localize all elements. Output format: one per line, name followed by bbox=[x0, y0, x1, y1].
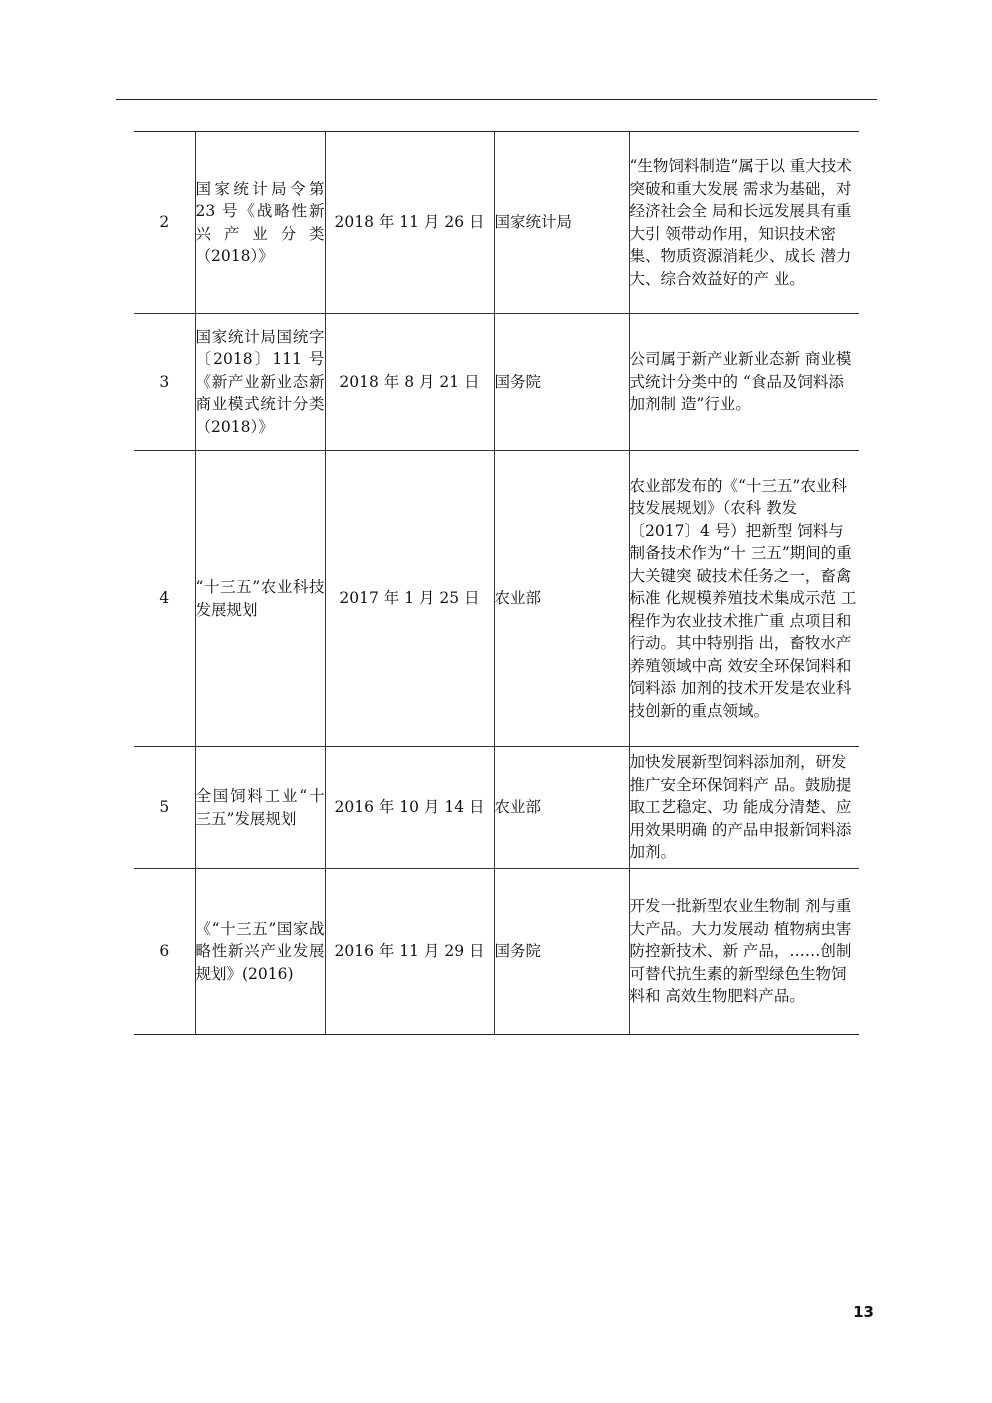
issuing-authority: 国务院 bbox=[494, 314, 629, 451]
table-row bbox=[134, 747, 859, 869]
policy-name: “十三五”农业科技发展规划 bbox=[195, 451, 325, 747]
issuing-authority: 农业部 bbox=[494, 451, 629, 747]
policy-name: 《“十三五”国家战略性新兴产业发展规划》(2016) bbox=[195, 869, 325, 1035]
issue-date bbox=[325, 314, 494, 451]
row-number: 4 bbox=[134, 451, 195, 747]
row-number: 5 bbox=[134, 747, 195, 869]
issue-date-text: 2016 年 11 月 29 日 bbox=[334, 942, 485, 961]
issue-date bbox=[325, 747, 494, 869]
policy-table bbox=[134, 131, 859, 1035]
policy-name: 国家统计局令第 23 号《战略性新兴产业分类（2018）》 bbox=[195, 132, 325, 314]
page-number: 13 bbox=[853, 1303, 874, 1321]
issuing-authority: 农业部 bbox=[494, 747, 629, 869]
issue-date bbox=[325, 869, 494, 1035]
policy-description: 开发一批新型农业生物制 剂与重大产品。大力发展动 植物病虫害防控新技术、新 产品，……创制可替代抗生素的新型绿色生物饲料和 高效生物肥料产品。 bbox=[629, 869, 859, 1035]
policy-name: 国家统计局国统字〔2018〕111 号《新产业新业态新商业模式统计分类（2018）》 bbox=[195, 314, 325, 451]
issue-date-text: 2016 年 10 月 14 日 bbox=[334, 798, 485, 817]
row-number: 2 bbox=[134, 132, 195, 314]
policy-name: 全国饲料工业“十三五”发展规划 bbox=[195, 747, 325, 869]
issue-date bbox=[325, 451, 494, 747]
table-row bbox=[134, 451, 859, 747]
row-number: 3 bbox=[134, 314, 195, 451]
table-row bbox=[134, 314, 859, 451]
header-rule bbox=[116, 99, 877, 100]
policy-description: 农业部发布的《“十三五”农业科技发展规划》（农科 教发〔2017〕4 号）把新型 饲料与制备技术作为“十 三五”期间的重大关键突 破技术任务之一，畜禽标准 化规模养殖技术集成示范 工程作为农业技术推广重 点项目和行动。其中特别指 出，畜牧水产养殖领域中高 效安全环保饲料和饲料添 加剂的技术开发是农业科 技创新的重点领域。 bbox=[629, 451, 859, 747]
issue-date-text: 2018 年 8 月 21 日 bbox=[339, 372, 480, 391]
issuing-authority: 国家统计局 bbox=[494, 132, 629, 314]
policy-description: 公司属于新产业新业态新 商业模式统计分类中的 “食品及饲料添加剂制 造”行业。 bbox=[629, 314, 859, 451]
policy-description: “生物饲料制造”属于以 重大技术突破和重大发展 需求为基础，对经济社会全 局和长远发展具有重大引 领带动作用，知识技术密 集、物质资源消耗少、成长 潜力大、综合效益好的产 业。 bbox=[629, 132, 859, 314]
policy-description: 加快发展新型饲料添加剂，研发推广安全环保饲料产 品。鼓励提取工艺稳定、功 能成分清楚、应用效果明确 的产品申报新饲料添加剂。 bbox=[629, 747, 859, 869]
issue-date-text: 2018 年 11 月 26 日 bbox=[334, 213, 485, 232]
table-row bbox=[134, 132, 859, 314]
row-number: 6 bbox=[134, 869, 195, 1035]
issue-date bbox=[325, 132, 494, 314]
table-row bbox=[134, 869, 859, 1035]
issue-date-text: 2017 年 1 月 25 日 bbox=[339, 589, 480, 608]
issuing-authority: 国务院 bbox=[494, 869, 629, 1035]
